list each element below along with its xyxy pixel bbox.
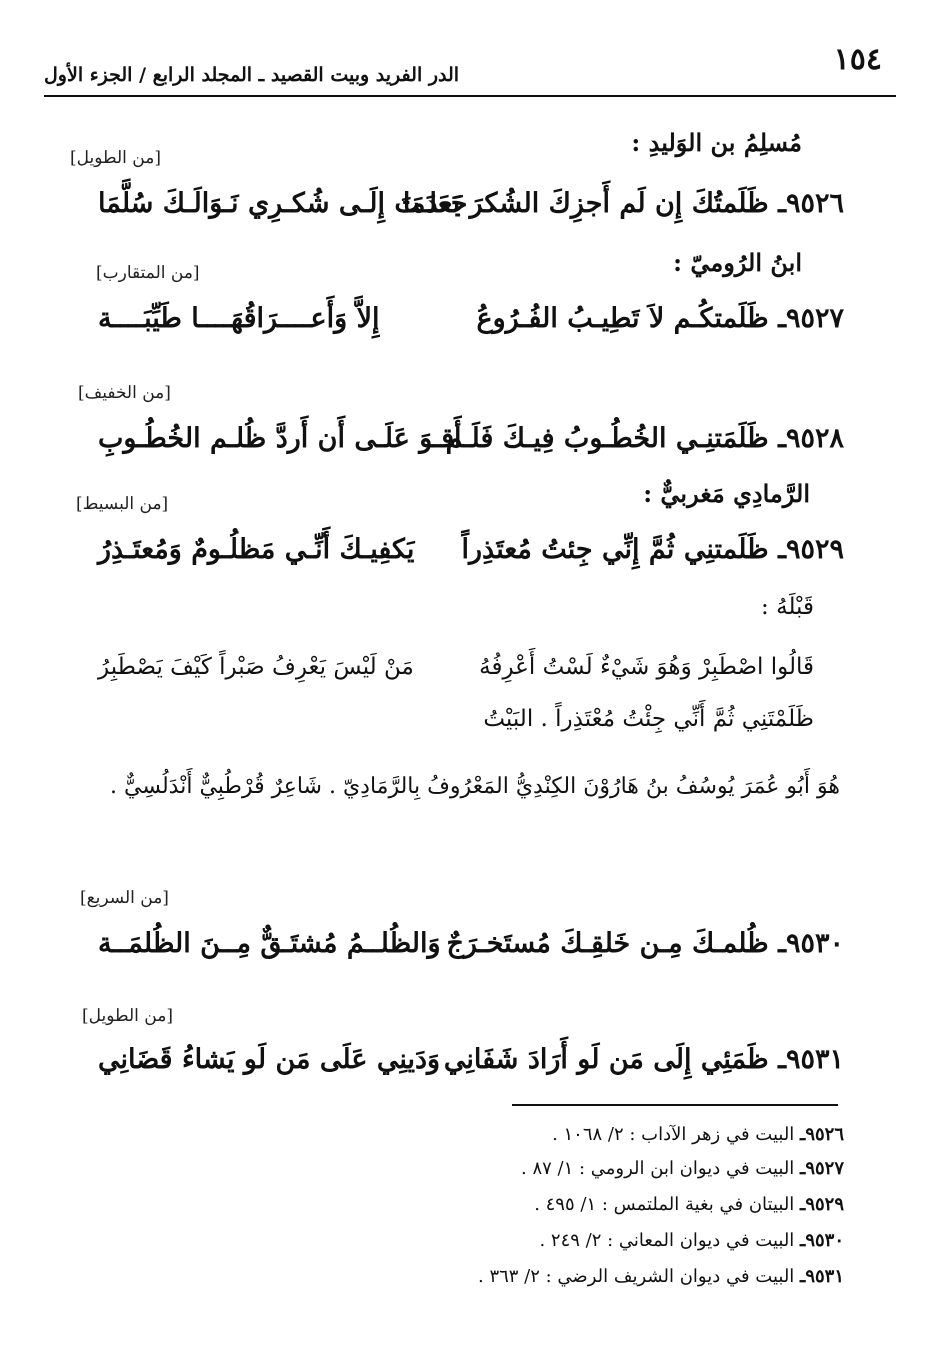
hemistich-first: ظَلَمتكُـم لاَ تَطِيـبُ الفُـرُوعُ bbox=[476, 303, 769, 334]
quoted-verse: ظَلَمْتَنِي ثُمَّ أَنِّي جِئْتُ مُعْتَذِراً . البَيْتُ bbox=[483, 706, 814, 732]
before-label: قَبْلَهُ : bbox=[761, 594, 814, 620]
verse-number: ٩٥٣٠ـ bbox=[778, 928, 844, 959]
hemistich-first: ظَلَمتنِي ثُمَّ إِنِّي جِئتُ مُعتَذِراً bbox=[461, 534, 769, 565]
running-header: الدر الفريد وبيت القصيد ـ المجلد الرابع / الجزء الأول bbox=[44, 64, 460, 86]
footnote-number: ٩٥٢٧ـ bbox=[800, 1158, 844, 1179]
poet-name: الرَّمادِي مَغربيٌّ : bbox=[643, 479, 810, 508]
hemistich-first: ظَلَمَتنِـي الخُطُـوبُ فِيـكَ فَلَـم bbox=[445, 423, 769, 454]
verse-9529 bbox=[462, 534, 844, 565]
page-number: ١٥٤ bbox=[833, 42, 882, 77]
hemistich-second: أَقـوَ عَلَـى أَن أَردَّ ظُلـم الخُطُـوبِ bbox=[98, 423, 462, 454]
hemistich-first: ظُلمـكَ مِـن خَلقِـكَ مُستَخـرَجٌ bbox=[446, 928, 769, 959]
meter-label: [من الطويل] bbox=[70, 148, 161, 168]
verse-number: ٩٥٢٦ـ bbox=[778, 188, 844, 219]
previous-verse-first: قَالُوا اصْطَبِرْ وَهُوَ شَيْءٌ لَسْتُ أَعْرِفُهُ bbox=[479, 654, 814, 680]
meter-label: [من السريع] bbox=[80, 888, 169, 908]
hemistich-second: إِلاَّ وَأَعــــرَاقُهَــــا طَيِّبَــــة bbox=[98, 303, 380, 334]
footnote bbox=[478, 1266, 844, 1287]
verse-9531 bbox=[444, 1044, 844, 1075]
header-rule bbox=[44, 95, 896, 97]
verse-number: ٩٥٢٨ـ bbox=[778, 423, 844, 454]
footnote-number: ٩٥٣١ـ bbox=[800, 1266, 844, 1287]
poet-name: ابنُ الرُوميّ : bbox=[673, 248, 802, 277]
meter-label: [من البسيط] bbox=[76, 494, 169, 514]
verse-9530 bbox=[447, 928, 845, 959]
footnote bbox=[539, 1230, 844, 1251]
footnote-number: ٩٥٢٦ـ bbox=[800, 1124, 844, 1145]
footnote bbox=[534, 1194, 844, 1215]
footnote bbox=[552, 1124, 844, 1145]
verse-9526 bbox=[403, 188, 844, 219]
poet-biography: هُوَ أَبُو عُمَرَ يُوسُفُ بنُ هَارُوْنَ الكِنْدِيُّ المَعْرُوفُ بِالرَّمَادِيّ . شَاعِرٌ قُرْطُبِيٌّ أَنْدَلُسِيٌّ . bbox=[110, 774, 840, 799]
footnote bbox=[521, 1158, 844, 1179]
verse-9528 bbox=[446, 423, 844, 454]
previous-verse-second: مَنْ لَيْسَ يَعْرِفُ صَبْراً كَيْفَ يَصْطَبِرُ bbox=[98, 654, 414, 680]
hemistich-second: وَدَينِي عَلَى مَن لَو يَشاءُ قَضَانِي bbox=[98, 1044, 441, 1075]
footnote-rule bbox=[512, 1104, 838, 1106]
hemistich-second: جَعَلـتَ إِلَـى شُكـرِي نَـوَالَـكَ سُلَّمَا bbox=[98, 188, 468, 219]
verse-9527 bbox=[477, 303, 845, 334]
verse-number: ٩٥٣١ـ bbox=[778, 1044, 844, 1075]
meter-label: [من الطويل] bbox=[82, 1006, 173, 1026]
hemistich-second: يَكفِيـكَ أَنِّـي مَظلُـومٌ وَمُعتَـذِرُ bbox=[98, 534, 415, 565]
footnote-text: البيتان في بغية الملتمس : ١/ ٤٩٥ . bbox=[534, 1194, 795, 1215]
meter-label: [من الخفيف] bbox=[78, 383, 171, 403]
meter-label: [من المتقارب] bbox=[96, 263, 200, 283]
footnote-number: ٩٥٢٩ـ bbox=[800, 1194, 844, 1215]
footnote-text: البيت في ديوان ابن الرومي : ١/ ٨٧ . bbox=[521, 1158, 795, 1179]
verse-number: ٩٥٢٩ـ bbox=[778, 534, 844, 565]
poet-name: مُسلِمُ بن الوَليدِ : bbox=[631, 128, 802, 157]
hemistich-first: ظَمَئِي إِلَى مَن لَو أَرَادَ شَفَانِي bbox=[443, 1044, 769, 1075]
hemistich-second: وَالظُلــمُ مُشتَـقٌّ مِــنَ الظُلمَــة bbox=[98, 928, 441, 959]
footnote-text: البيت في ديوان الشريف الرضي : ٢/ ٣٦٣ . bbox=[477, 1266, 795, 1287]
hemistich-first: ظَلَمتُكَ إِن لَم أَجزِكَ الشُكرَ بَعدَمَا bbox=[402, 188, 769, 219]
verse-number: ٩٥٢٧ـ bbox=[778, 303, 844, 334]
footnote-text: البيت في ديوان المعاني : ٢/ ٢٤٩ . bbox=[539, 1230, 795, 1251]
footnote-number: ٩٥٣٠ـ bbox=[800, 1230, 844, 1251]
footnote-text: البيت في زهر الآداب : ٢/ ١٠٦٨ . bbox=[552, 1124, 795, 1145]
